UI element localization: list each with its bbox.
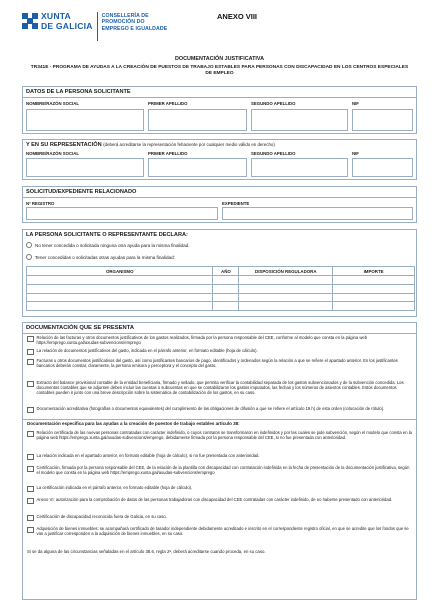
table-cell[interactable] — [27, 284, 213, 293]
doc-item-annex-vi[interactable] — [27, 497, 412, 504]
applicant-surname1-input[interactable] — [148, 109, 247, 131]
applicant-name-input[interactable] — [26, 109, 144, 131]
field-label-surname2: SEGUNDO APELLIDO — [251, 151, 296, 156]
item-text: La relación indicada en el apartado anterior, en formato editable (hoja de cálculo), si no fue presentada con anterioridad. — [36, 453, 260, 458]
table-cell[interactable] — [333, 302, 415, 311]
doc-item-staff-certificate[interactable] — [27, 465, 412, 475]
table-cell[interactable] — [333, 293, 415, 302]
subsection-divider — [23, 419, 416, 420]
table-cell[interactable] — [333, 284, 415, 293]
rep-name-input[interactable] — [26, 158, 144, 177]
other-aid-table — [26, 266, 415, 311]
item-text: Certificación de discapacidad reconocida fuera de Galicia, en su caso. — [36, 514, 167, 519]
doc-item-disability-certificate[interactable] — [27, 514, 412, 521]
table-cell[interactable] — [213, 284, 239, 293]
field-label-name: NOMBRE/RAZÓN SOCIAL — [26, 151, 79, 156]
table-cell[interactable] — [27, 276, 213, 285]
column-header: AÑO — [213, 267, 239, 276]
option-label: No tener concedida o solicitada ninguna otra ayuda para la misma finalidad. — [35, 242, 190, 248]
field-label-nif: NIF — [352, 151, 359, 156]
checkbox[interactable] — [27, 431, 34, 438]
radio-button[interactable] — [26, 242, 32, 248]
section-title: SOLICITUD/EXPEDIENTE RELACIONADO — [26, 189, 137, 195]
item-text: La certificación indicada en el párrafo anterior, en formato editable (hoja de cálculo). — [36, 485, 193, 490]
applicant-nif-input[interactable] — [352, 109, 413, 131]
representative-section — [22, 139, 417, 180]
procedure-title: TR341E - PROGRAMA DE AYUDAS A LA CREACIÓN DE PUESTOS DE TRABAJO ESTABLES PARA PERSONAS CON DISCAPACIDAD EN LOS CENTROS ESPECIALES DE EMPLEO — [30, 65, 409, 77]
annex-label: ANEXO VIII — [217, 12, 258, 21]
table-cell[interactable] — [333, 276, 415, 285]
doc-item-new-hires[interactable] — [27, 430, 412, 440]
table-cell[interactable] — [239, 276, 333, 285]
department-name: CONSELLERÍA DE PROMOCIÓN DO EMPREGO E IGUALDADE — [101, 13, 168, 32]
doc-item-editable-certificate[interactable] — [27, 485, 412, 492]
request-section — [22, 186, 417, 223]
item-text: La relación de documentos justificativos del gasto, indicada en el párrafo anterior, en formato editable (hoja de cálculo). — [36, 348, 258, 353]
doc-item-real-estate[interactable] — [27, 526, 412, 536]
checkbox[interactable] — [27, 381, 34, 388]
registry-number-input[interactable] — [26, 207, 218, 220]
field-label-registry: Nº REGISTRO — [26, 201, 55, 206]
specific-docs-heading: Documentación específica para las ayudas a la creación de puestos de trabajo estables artículo 38: — [27, 421, 240, 426]
section-title: LA PERSONA SOLICITANTE O REPRESENTANTE DECLARA: — [26, 232, 188, 238]
document-title: DOCUMENTACIÓN JUSTIFICATIVA — [175, 56, 264, 62]
checkbox[interactable] — [27, 359, 34, 366]
field-label-file: EXPEDIENTE — [222, 201, 250, 206]
section-title: DATOS DE LA PERSONA SOLICITANTE — [26, 89, 131, 95]
table-cell[interactable] — [27, 302, 213, 311]
declaration-option-other-aid[interactable] — [26, 254, 175, 260]
option-label: Tener concedidas o solicitadas otras ayudas para la misma finalidad: — [35, 254, 175, 260]
logo-divider — [97, 12, 98, 41]
doc-item-invoices[interactable] — [27, 358, 412, 368]
checkbox[interactable] — [27, 466, 34, 473]
table-header-row — [27, 267, 415, 276]
item-text: Facturas u otros documentos justificativos del gasto, así como justificantes bancarios de pago, identificados y ordenados según la relación a que se refiere el apartado anterior. En los justificantes bancarios deberán constar, claramente, la persona emisora y perceptora y el concepto del gasto. — [36, 358, 398, 369]
table-row — [27, 276, 415, 285]
item-text: Certificación, firmada por la persona responsable del CEE, de la relación de la plantilla con discapacidad con contratación indefinida en la fecha de presentación de la documentación justificativa, según el modelo que consta en la página web https://emprego.xunta.gal/axudas-subvencions/emprego — [36, 465, 410, 476]
rep-surname1-input[interactable] — [148, 158, 247, 177]
table-row — [27, 293, 415, 302]
rep-surname2-input[interactable] — [251, 158, 348, 177]
item-text: Documentación acreditativa (fotografías o documentos equivalentes) del cumplimiento de las obligaciones de difusión a que se refiere el artículo 19.h) de esta orden (colocación de rótulo). — [36, 406, 385, 411]
column-header: ORGANISMO — [27, 267, 213, 276]
section-divider — [23, 97, 416, 98]
column-header: IMPORTE — [333, 267, 415, 276]
declaration-section — [22, 229, 417, 317]
header — [22, 12, 422, 48]
radio-button[interactable] — [26, 254, 32, 260]
xunta-logo — [22, 12, 167, 41]
section-divider — [23, 333, 416, 334]
table-cell[interactable] — [239, 284, 333, 293]
field-label-surname1: PRIMER APELLIDO — [148, 151, 188, 156]
table-cell[interactable] — [239, 293, 333, 302]
checkbox[interactable] — [27, 336, 34, 343]
applicant-surname2-input[interactable] — [251, 109, 348, 131]
applicant-section — [22, 86, 417, 134]
doc-item-balance[interactable] — [27, 380, 412, 395]
documentation-section — [22, 322, 417, 600]
xunta-emblem-icon — [22, 13, 38, 29]
section-title: DOCUMENTACIÓN QUE SE PRESENTA — [26, 325, 135, 331]
table-row — [27, 302, 415, 311]
checkbox[interactable] — [27, 486, 34, 493]
checkbox[interactable] — [27, 515, 34, 522]
section-title: Y EN SU REPRESENTACIÓN (deberá acreditarse la representación fehaciente por cualquier medio válido en derecho) — [26, 142, 275, 148]
column-header: DISPOSICIÓN REGULADORA — [239, 267, 333, 276]
table-cell[interactable] — [213, 293, 239, 302]
item-text: Adquisición de bienes inmuebles: se acompañará certificado de tasador independiente debidamente acreditado e inscrito en el correspondiente registro oficial, en que se acredite que los fondos que se van a justificar corresponden a la adquisición de bienes inmuebles, en su caso. — [36, 526, 409, 537]
doc-item-editable-list[interactable] — [27, 348, 412, 355]
checkbox[interactable] — [27, 527, 34, 534]
item-text: Relación certificada de las nuevas personas contratadas con carácter indefinido, o cuyos contratos se transformaron en indefinidos y por las cuales se pide subvención, según el modelo que consta en la página web https://emprego.xunta.gal/axudas-subvencions/emprego, debidamente firmada por la persona responsable del CEE, si no fue presentada con anterioridad. — [36, 430, 412, 441]
logo-wordmark: XUNTA DE GALICIA — [41, 11, 93, 31]
checkbox[interactable] — [27, 349, 34, 356]
document-titles — [22, 56, 417, 77]
declaration-option-no-aid[interactable] — [26, 242, 190, 248]
field-label-surname2: SEGUNDO APELLIDO — [251, 101, 296, 106]
item-text: Extracto del balance provisional contable de la entidad beneficiaria, firmado y sellado, que permita verificar la contabilidad separada de los gastos subvencionados y de la subvención concedida. Los documentos contables que se adjunten deben incluir las cuentas o subcuentas en que se contabilizaron los gastos imputados, las fechas y los números de asientos contables. Estos documentos contables pueden ir junto con una breve descripción sobre la sistemática de contabilización de los gastos, en su caso. — [36, 380, 404, 396]
table-row — [27, 284, 415, 293]
section-divider — [23, 197, 416, 198]
checkbox[interactable] — [27, 498, 34, 505]
field-label-nif: NIF — [352, 101, 359, 106]
item-text: Anexo VI: autorización para la comprobación de datos de las personas trabajadoras con discapacidad del CEE contratadas con carácter indefinido, de no haberse presentado con anterioridad. — [36, 497, 393, 502]
doc-item-invoice-list[interactable] — [27, 335, 412, 345]
table-cell[interactable] — [213, 276, 239, 285]
doc-item-publicity[interactable] — [27, 406, 412, 413]
file-number-input[interactable] — [222, 207, 413, 220]
doc-item-editable-hires[interactable] — [27, 453, 412, 460]
field-label-name: NOMBRE/RAZÓN SOCIAL — [26, 101, 79, 106]
item-text: Relación de las facturas y otros documentos justificativos de los gastos realizados, firmada por la persona responsable del CEE, conforme al modelo que consta en la página web https://emprego.xunta.gal/axudas-subvencions/emprego — [36, 335, 368, 346]
table-cell[interactable] — [239, 302, 333, 311]
table-cell[interactable] — [27, 293, 213, 302]
checkbox[interactable] — [27, 454, 34, 461]
table-cell[interactable] — [213, 302, 239, 311]
rep-nif-input[interactable] — [352, 158, 413, 177]
checkbox[interactable] — [27, 407, 34, 414]
footer-note: Si se da alguna de las circunstancias señaladas en el artículo 38.6, regla 2ª, deberá acreditarse cuando proceda, en su caso. — [27, 549, 266, 554]
field-label-surname1: PRIMER APELLIDO — [148, 101, 188, 106]
